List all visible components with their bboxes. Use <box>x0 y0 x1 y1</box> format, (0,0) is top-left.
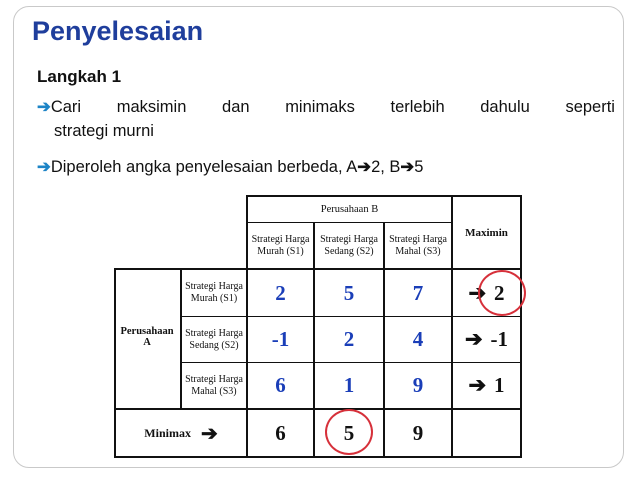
company-a-header: Perusahaan A <box>120 326 174 348</box>
bullet-text-c: 5 <box>414 158 424 176</box>
bullet-find-maximin-minimax <box>37 95 615 143</box>
bullet-line-1 <box>37 95 615 119</box>
bullet-text-b: 2, B <box>371 158 401 176</box>
minimax-cell: 6 <box>275 420 286 445</box>
payoff-cell: 9 <box>412 373 424 397</box>
maximin-header: Maximin <box>465 227 508 239</box>
arrow-right-icon: ➔ <box>400 158 415 176</box>
row-header-s3: Strategi Harga Mahal (S3) <box>185 373 243 397</box>
bullet-word-3: dan <box>222 98 250 116</box>
payoff-cell: 2 <box>275 280 286 305</box>
minimax-label: Minimax <box>144 425 191 440</box>
arrow-right-icon: ➔ <box>37 98 51 116</box>
arrow-right-icon: ➔ <box>468 280 487 305</box>
payoff-cell: 5 <box>343 280 355 305</box>
bullet-line-2: strategi murni <box>54 122 154 140</box>
col-header-s1: Strategi Harga Murah (S1) <box>251 234 310 257</box>
payoff-cell: 2 <box>343 327 355 351</box>
slide-title: Penyelesaian <box>32 16 204 46</box>
maximin-value: 2 <box>494 280 505 305</box>
maximin-value: -1 <box>490 327 509 351</box>
highlight-circle-minimax <box>325 409 373 455</box>
minimax-label-cell <box>116 410 246 456</box>
arrow-right-icon: ➔ <box>468 373 487 397</box>
row-header-s1: Strategi Harga Murah (S1) <box>185 281 243 304</box>
company-b-header: Perusahaan B <box>320 204 379 215</box>
step-heading: Langkah 1 <box>37 67 122 86</box>
highlight-circle-maximin <box>478 270 526 316</box>
arrow-right-icon: ➔ <box>357 158 372 176</box>
bullet-word-5: terlebih <box>390 98 445 116</box>
bullet-different-solution <box>37 155 423 179</box>
bullet-text-a: Diperoleh angka penyelesaian berbeda, A <box>50 158 358 176</box>
bullet-word-2: maksimin <box>116 98 187 116</box>
payoff-cell: 1 <box>343 373 355 397</box>
payoff-cell: 7 <box>412 280 424 305</box>
row-header-s2: Strategi Harga Sedang (S2) <box>185 327 243 351</box>
payoff-cell: 4 <box>412 327 424 351</box>
bullet-word-1: ➔Cari <box>37 98 82 116</box>
maximin-cell <box>453 363 520 408</box>
payoff-cell: 6 <box>275 373 286 397</box>
arrow-right-icon: ➔ <box>200 422 218 445</box>
col-header-s3: Strategi Harga Mahal (S3) <box>389 234 447 257</box>
minimax-cell: 9 <box>412 420 424 445</box>
bullet-word-6: dahulu <box>480 98 530 116</box>
minimax-cell: 5 <box>343 420 355 445</box>
maximin-cell <box>453 317 520 362</box>
bullet-word-7: seperti <box>565 98 615 116</box>
arrow-right-icon: ➔ <box>37 158 51 176</box>
bullet-word-4: minimaks <box>285 98 355 116</box>
arrow-right-icon: ➔ <box>464 327 483 351</box>
col-header-s2: Strategi Harga Sedang (S2) <box>320 234 378 257</box>
payoff-cell: -1 <box>271 327 290 351</box>
maximin-value: 1 <box>494 373 505 397</box>
